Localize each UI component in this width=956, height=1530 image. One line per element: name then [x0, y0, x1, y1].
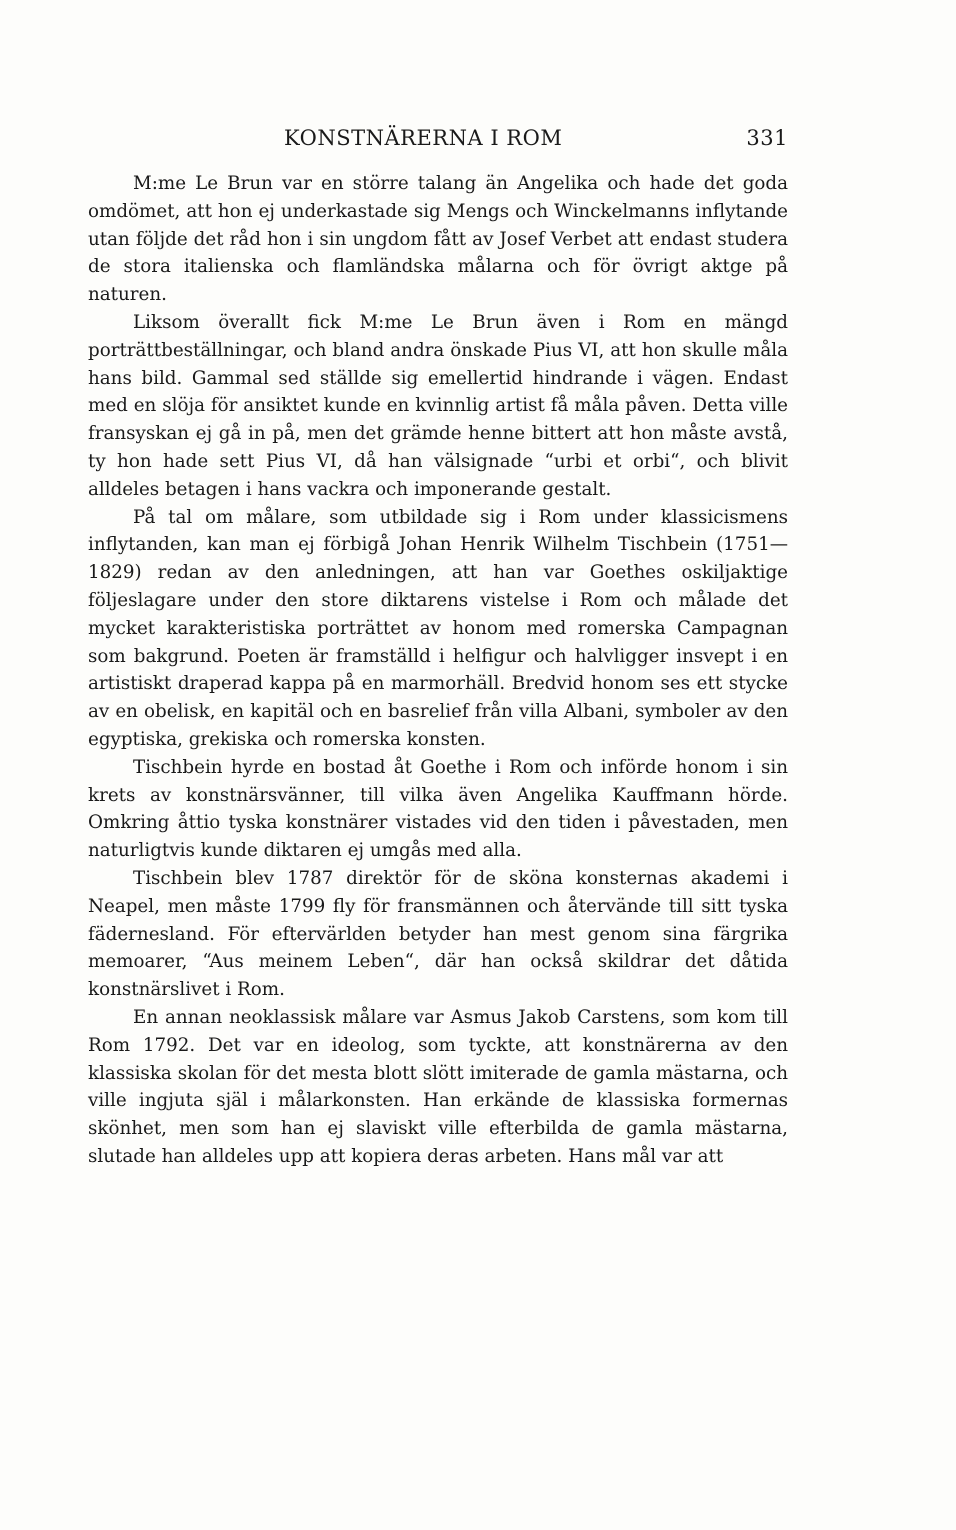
- page-number: 331: [746, 126, 788, 150]
- book-page: [88, 122, 788, 1171]
- body-text: [88, 170, 788, 1171]
- paragraph-4: Tischbein hyrde en bostad åt Goethe i Rom och införde honom i sin krets av konstnärsvänner, till vilka även Angelika Kauffmann hörde. Omkring åttio tyska konstnärer vistades vid den tiden i påvestaden, men naturligtvis kunde diktaren ej umgås med alla.: [88, 756, 788, 862]
- chapter-title: KONSTNÄRERNA I ROM: [284, 126, 563, 150]
- paragraph-1: M:me Le Brun var en större talang än Angelika och hade det goda omdömet, att hon ej underkastade sig Mengs och Winckelmanns inflytande utan följde det råd hon i sin ungdom fått av Josef Verbet att endast studera de stora italienska och flamländska målarna och för övrigt aktge på naturen.: [88, 173, 788, 306]
- paragraph-2: Liksom överallt fick M:me Le Brun även i Rom en mängd porträttbeställningar, och bland andra önskade Pius VI, att hon skulle måla hans bild. Gammal sed ställde sig emellertid hindrande i vägen. Endast med en slöja för ansiktet kunde en kvinnlig artist få måla påven. Detta ville fransyskan ej gå in på, men det grämde henne bittert att hon måste avstå, ty hon hade sett Pius VI, då han välsignade “urbi et orbi“, och blivit alldeles betagen i hans vackra och imponerande gestalt.: [88, 311, 788, 500]
- running-head: [88, 122, 788, 158]
- paragraph-5: Tischbein blev 1787 direktör för de sköna konsternas akademi i Neapel, men måste 1799 fly för fransmännen och återvände till sitt tyska fädernesland. För eftervärlden betyder han mest genom sina färgrika memoarer, “Aus meinem Leben“, där han också skildrar det dåtida konstnärslivet i Rom.: [88, 867, 788, 1001]
- paragraph-3: På tal om målare, som utbildade sig i Rom under klassicismens inflytanden, kan man ej förbigå Johan Henrik Wilhelm Tischbein (1751—1829) redan av den anledningen, att han var Goethes oskiljaktige följeslagare under den store diktarens vistelse i Rom och målade det mycket karakteristiska porträttet av honom med romerska Campagnan som bakgrund. Poeten är framställd i helfigur och halvligger insvept i en artistiskt draperad kappa på en marmorhäll. Bredvid honom ses ett stycke av en obelisk, en kapitäl och en basrelief från villa Albani, symboler av den egyptiska, grekiska och romerska konsten.: [88, 506, 788, 750]
- paragraph-6: En annan neoklassisk målare var Asmus Jakob Carstens, som kom till Rom 1792. Det var en ideolog, som tyckte, att konstnärerna av den klassiska skolan för det mesta blott slött imiterade de gamla mästarna, och ville ingjuta själ i målarkonsten. Han erkände de klassiska formernas skönhet, men som han ej slaviskt ville efterbilda de gamla mästarna, slutade han alldeles upp att kopiera deras arbeten. Hans mål var att: [88, 1006, 788, 1167]
